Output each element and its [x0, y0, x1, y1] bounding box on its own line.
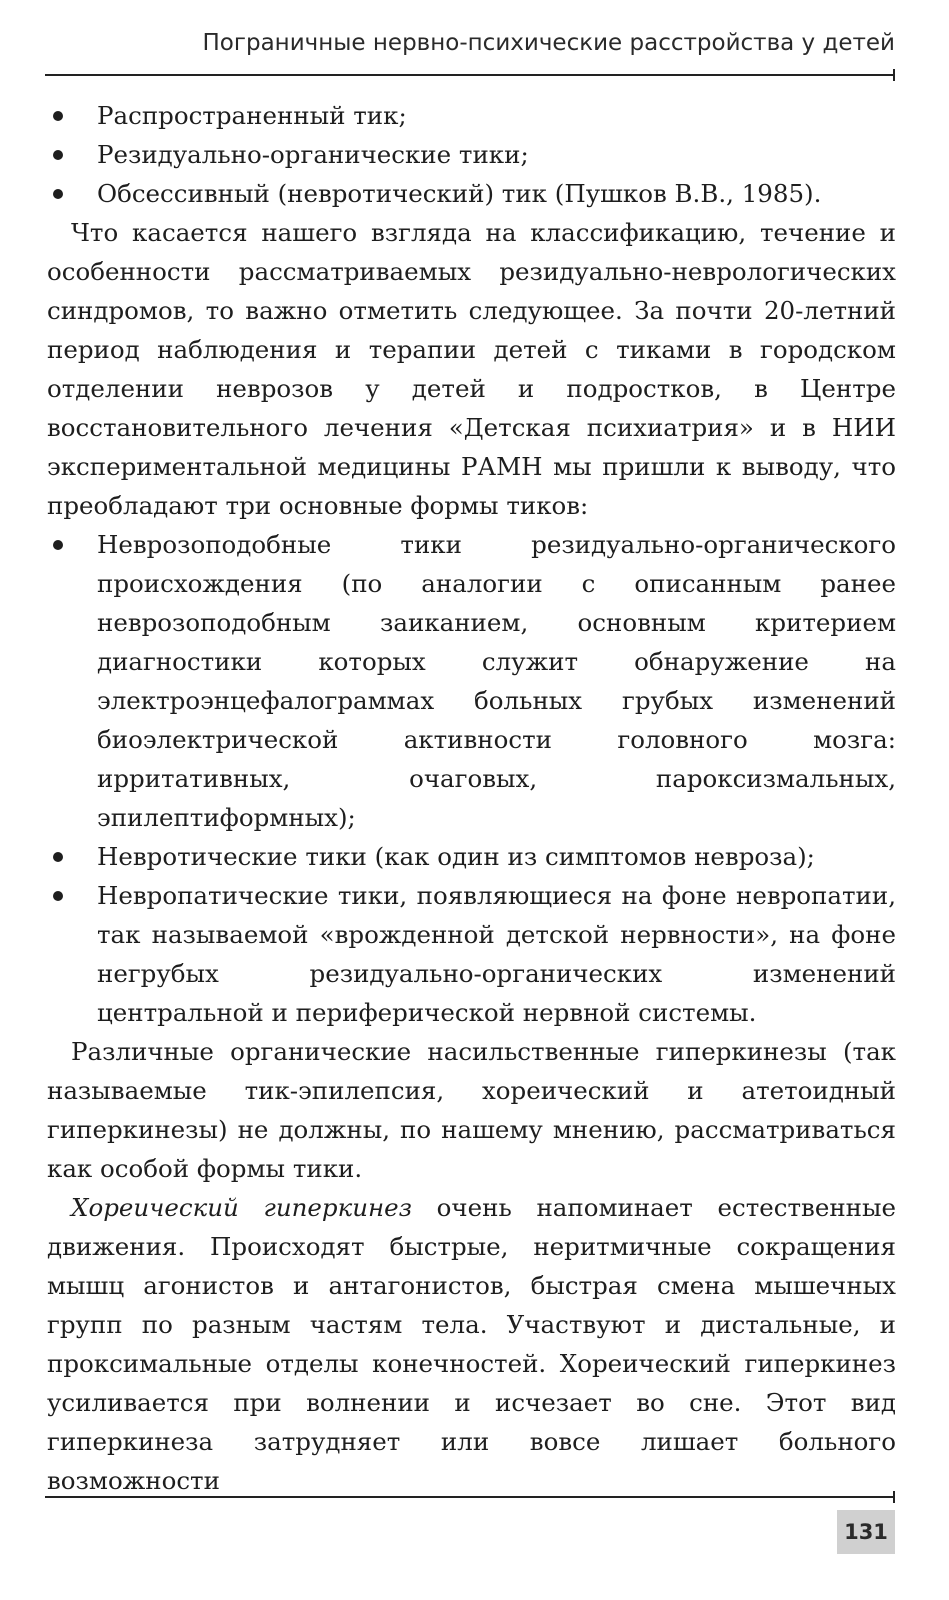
page-body: [47, 96, 896, 1500]
list-item: Резидуально-органические тики;: [47, 135, 896, 174]
page-number: 131: [837, 1510, 895, 1554]
list-item: Неврозоподобные тики резидуально-органического происхождения (по аналогии с описанным ранее неврозоподобным заиканием, основным критерием диагностики которых служит обнаружение на электроэнцефалограммах больных грубых изменений биоэлектрической активности головного мозга: ирритативных, очаговых, пароксизмальных, эпилептиформных);: [47, 525, 896, 837]
list-item: Обсессивный (невротический) тик (Пушков В.В., 1985).: [47, 174, 896, 213]
tic-list: [47, 96, 896, 213]
running-head: Пограничные нервно-психические расстройства у детей: [202, 30, 895, 56]
list-item: Распространенный тик;: [47, 96, 896, 135]
paragraph-hyperkinesis: Различные органические насильственные гиперкинезы (так называемые тик-эпилепсия, хореический и атетоидный гиперкинезы) не должны, по нашему мнению, рассматриваться как особой формы тики.: [47, 1037, 896, 1183]
paragraph-chorea-text: очень напоминает естественные движения. Происходят быстрые, неритмичные сокращения мышц агонистов и антагонистов, быстрая смена мышечных групп по разным частям тела. Участвуют и дистальные, и проксимальные отделы конечностей. Хореический гиперкинез усиливается при волнении и исчезает во сне. Этот вид гиперкинеза затрудняет или вовсе лишает больного возможности: [47, 1193, 896, 1495]
footer-rule: [45, 1496, 895, 1498]
header-rule: [45, 74, 895, 76]
list-item: Невропатические тики, появляющиеся на фоне невропатии, так называемой «врожденной детской нервности», на фоне негрубых резидуально-органических изменений центральной и периферической нервной системы.: [47, 876, 896, 1032]
paragraph-chorea: [47, 1188, 896, 1500]
tic-forms-list: [47, 525, 896, 1032]
paragraph-classification: Что касается нашего взгляда на классификацию, течение и особенности рассматриваемых резидуально-неврологических синдромов, то важно отметить следующее. За почти 20-летний период наблюдения и терапии детей с тиками в городском отделении неврозов у детей и подростков, в Центре восстановительного лечения «Детская психиатрия» и в НИИ экспериментальной медицины РАМН мы пришли к выводу, что преобладают три основные формы тиков:: [47, 218, 896, 520]
italic-term: Хореический гиперкинез: [71, 1193, 412, 1222]
list-item: Невротические тики (как один из симптомов невроза);: [47, 837, 896, 876]
